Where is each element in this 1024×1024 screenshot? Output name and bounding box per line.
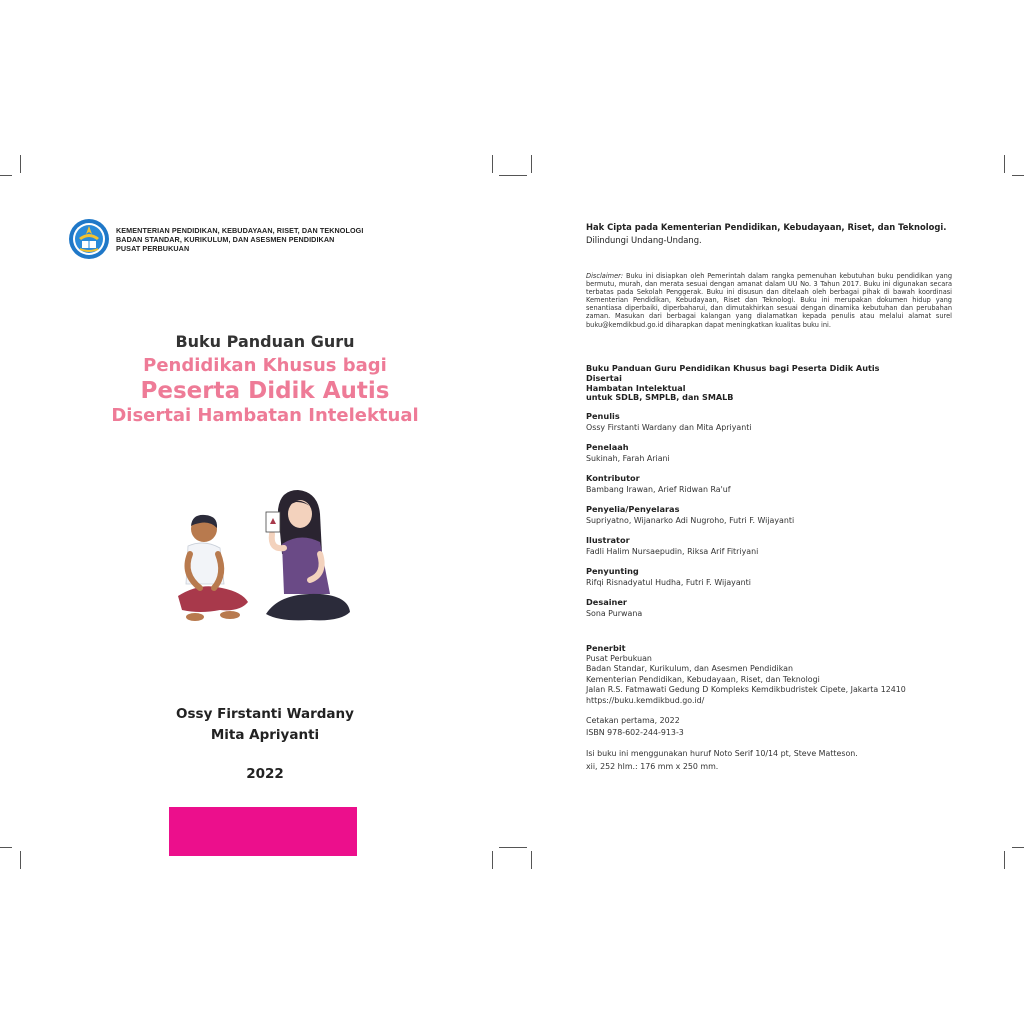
- credit-reviewer: [586, 441, 952, 465]
- copyright-notice: Hak Cipta pada Kementerian Pendidikan, Kebudayaan, Riset, dan Teknologi.: [586, 222, 947, 232]
- credit-value: Supriyatno, Wijanarko Adi Nugroho, Futri F. Wijayanti: [586, 516, 795, 525]
- cover-subtitle-line2: Peserta Didik Autis: [140, 378, 390, 404]
- credit-label: Penelaah: [586, 442, 629, 452]
- credit-designer: [586, 596, 952, 620]
- crop-mark: [499, 847, 527, 848]
- imprint-book-title: [586, 364, 906, 403]
- credit-value: Sona Purwana: [586, 609, 643, 618]
- publisher-line: Badan Standar, Kurikulum, dan Asesmen Pendidikan: [586, 664, 793, 674]
- cover-color-block: [169, 807, 357, 856]
- crop-mark: [20, 851, 21, 869]
- disclaimer-text: Buku ini disiapkan oleh Pemerintah dalam rangka pemenuhan kebutuhan buku pendidikan yang bermutu, murah, dan merata sesuai dengan amanat dalam UU No. 3 Tahun 2017. Buku ini digunakan secara terbatas pada Sekolah Penggerak. Buku ini disusun dan ditelaah oleh berbagai pihak di bawah koordinasi Kementerian Pendidikan, Kebudayaan, Riset dan Teknologi. Buku ini merupakan dokumen hidup yang senantiasa diperbaiki, diperbaharui, dan dimutakhirkan sesuai dengan dinamika kebutuhan dan perubahan zaman. Masukan dari berbagai kalangan yang dialamatkan kepada penulis atau melalui alamat surel buku@kemdikbud.go.id diharapkan dapat meningkatkan kualitas buku ini.: [586, 272, 952, 329]
- credit-illustrator: [586, 534, 952, 558]
- crop-mark: [0, 175, 12, 176]
- credit-label: Desainer: [586, 597, 627, 607]
- publisher-block: [586, 642, 952, 706]
- credit-value: Ossy Firstanti Wardany dan Mita Apriyanti: [586, 423, 752, 432]
- credit-label: Ilustrator: [586, 535, 630, 545]
- cover-subtitle-line3: Disertai Hambatan Intelektual: [111, 405, 419, 426]
- credit-label: Penyelia/Penyelaras: [586, 504, 680, 514]
- crop-mark: [1004, 851, 1005, 869]
- cover-year: 2022: [246, 766, 284, 782]
- crop-mark: [1004, 155, 1005, 173]
- book-title-line: Hambatan Intelektual: [586, 382, 686, 393]
- author-name: Mita Apriyanti: [210, 727, 320, 743]
- crop-mark: [1012, 175, 1024, 176]
- credit-value: Bambang Irawan, Arief Ridwan Ra'uf: [586, 485, 731, 494]
- credit-contributor: [586, 472, 952, 496]
- credits-list: [586, 410, 952, 627]
- publisher-address: Jalan R.S. Fatmawati Gedung D Kompleks Kemdikbudristek Cipete, Jakarta 12410: [586, 685, 906, 695]
- tut-wuri-handayani-logo: [68, 218, 110, 260]
- ministry-line: KEMENTERIAN PENDIDIKAN, KEBUDAYAAN, RISET, DAN TEKNOLOGI: [116, 225, 364, 235]
- publisher-line: Pusat Perbukuan: [586, 654, 652, 663]
- crop-mark: [531, 851, 532, 869]
- disclaimer-paragraph: [586, 272, 952, 329]
- edition-line: Cetakan pertama, 2022: [586, 716, 680, 725]
- credit-label: Penyunting: [586, 566, 639, 576]
- font-info-line: Isi buku ini menggunakan huruf Noto Serif 10/14 pt, Steve Matteson.: [586, 749, 858, 758]
- disclaimer-label: Disclaimer:: [586, 272, 624, 280]
- cover-title-block: [100, 332, 430, 427]
- crop-mark: [1012, 847, 1024, 848]
- ministry-header: [68, 218, 363, 260]
- publisher-line: Kementerian Pendidikan, Kebudayaan, Riset, dan Teknologi: [586, 674, 820, 684]
- crop-mark: [499, 175, 527, 176]
- crop-mark: [492, 851, 493, 869]
- boy-figure: [178, 515, 248, 621]
- teacher-student-illustration: [170, 484, 360, 634]
- author-name: Ossy Firstanti Wardany: [176, 706, 354, 722]
- cover-title-main: Buku Panduan Guru: [175, 332, 355, 351]
- credit-value: Rifqi Risnadyatul Hudha, Futri F. Wijayanti: [586, 578, 751, 587]
- crop-mark: [20, 155, 21, 173]
- publisher-url: https://buku.kemdikbud.go.id/: [586, 695, 705, 705]
- credit-writer: [586, 410, 952, 434]
- center-line: PUSAT PERBUKUAN: [116, 243, 190, 253]
- book-title-line: Buku Panduan Guru Pendidikan Khusus bagi Peserta Didik Autis Disertai: [586, 363, 880, 383]
- isbn-line: ISBN 978-602-244-913-3: [586, 728, 684, 737]
- typography-info: [586, 748, 952, 773]
- publisher-label: Penerbit: [586, 643, 626, 653]
- agency-line: BADAN STANDAR, KURIKULUM, DAN ASESMEN PENDIDIKAN: [116, 234, 335, 244]
- book-title-audience: untuk SDLB, SMPLB, dan SMALB: [586, 392, 734, 403]
- size-info-line: xii, 252 hlm.: 176 mm x 250 mm.: [586, 761, 719, 771]
- credit-value: Fadli Halim Nursaepudin, Riksa Arif Fitriyani: [586, 547, 759, 556]
- credit-value: Sukinah, Farah Ariani: [586, 454, 670, 463]
- protected-by-law: Dilindungi Undang-Undang.: [586, 235, 702, 245]
- credit-supervisor: [586, 503, 952, 527]
- credit-label: Kontributor: [586, 473, 640, 483]
- cover-authors: [120, 704, 410, 746]
- cover-subtitle-line1: Pendidikan Khusus bagi: [143, 355, 387, 376]
- crop-mark: [0, 847, 12, 848]
- edition-block: [586, 715, 952, 739]
- teacher-figure: [266, 490, 350, 620]
- credit-editor: [586, 565, 952, 589]
- credit-label: Penulis: [586, 411, 620, 421]
- crop-mark: [531, 155, 532, 173]
- crop-mark: [492, 155, 493, 173]
